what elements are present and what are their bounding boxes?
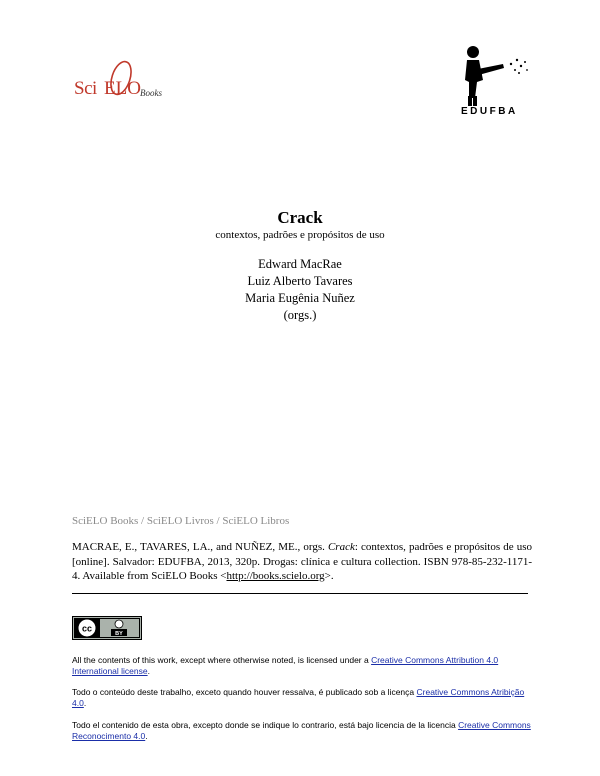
book-title: Crack [277, 208, 323, 227]
license-end: . [83, 698, 87, 708]
license-text: Todo o conteúdo deste trabalho, exceto quando houver ressalva, é publicado sob a licença [72, 687, 417, 697]
cc-badge-left: cc [81, 623, 93, 634]
scielo-logo-elo: ELO [104, 78, 141, 99]
author-name: Maria Eugênia Nuñez [245, 291, 355, 305]
author-name: Luiz Alberto Tavares [247, 274, 353, 288]
citation-paragraph [72, 540, 532, 584]
license-english [72, 655, 532, 677]
citation-title: Crack [327, 541, 355, 553]
citation-part2: : contextos, padrões e propósitos de uso [online]. Salvador: EDUFBA, 2013, 320p. Drogas: clínica e cultura collection. ISBN 978-85-232-1171-4. Available from SciELO Books < [72, 541, 532, 582]
license-link[interactable]: Creative Commons Attribution 4.0 International license [72, 655, 499, 676]
scielo-logo-books: Books [140, 88, 162, 98]
license-link[interactable]: Creative Commons Reconocimento 4.0 [72, 720, 531, 741]
citation-part3: >. [324, 570, 334, 582]
authors-role: (orgs.) [283, 308, 317, 322]
license-spanish [72, 720, 532, 742]
license-portuguese [72, 687, 532, 709]
license-link[interactable]: Creative Commons Atribição 4.0 [72, 687, 525, 708]
series-line: SciELO Books / SciELO Livros / SciELO Libros [72, 515, 290, 527]
citation-part1: MACRAE, E., TAVARES, LA., and NUÑEZ, ME., orgs. [72, 541, 328, 553]
license-text: All the contents of this work, except where otherwise noted, is licensed under a [72, 655, 372, 665]
cc-badge-right: BY [115, 631, 123, 637]
book-authors [0, 256, 600, 324]
author-name: Edward MacRae [258, 257, 342, 271]
citation-link[interactable]: http://books.scielo.org [226, 570, 325, 582]
scielo-logo-sci: Sci [74, 78, 97, 99]
attribution-person-icon [115, 620, 123, 628]
divider [72, 593, 528, 594]
license-end: . [147, 666, 150, 676]
book-title-block [0, 208, 600, 241]
book-subtitle: contextos, padrões e propósitos de uso [215, 229, 385, 241]
edufba-logo-text: EDUFBA [461, 106, 518, 117]
license-text: Todo el contenido de esta obra, excepto donde se indique lo contrario, está bajo licencia de la licencia [72, 720, 459, 730]
cc-by-license-badge[interactable] [72, 616, 142, 640]
license-end: . [145, 731, 148, 741]
